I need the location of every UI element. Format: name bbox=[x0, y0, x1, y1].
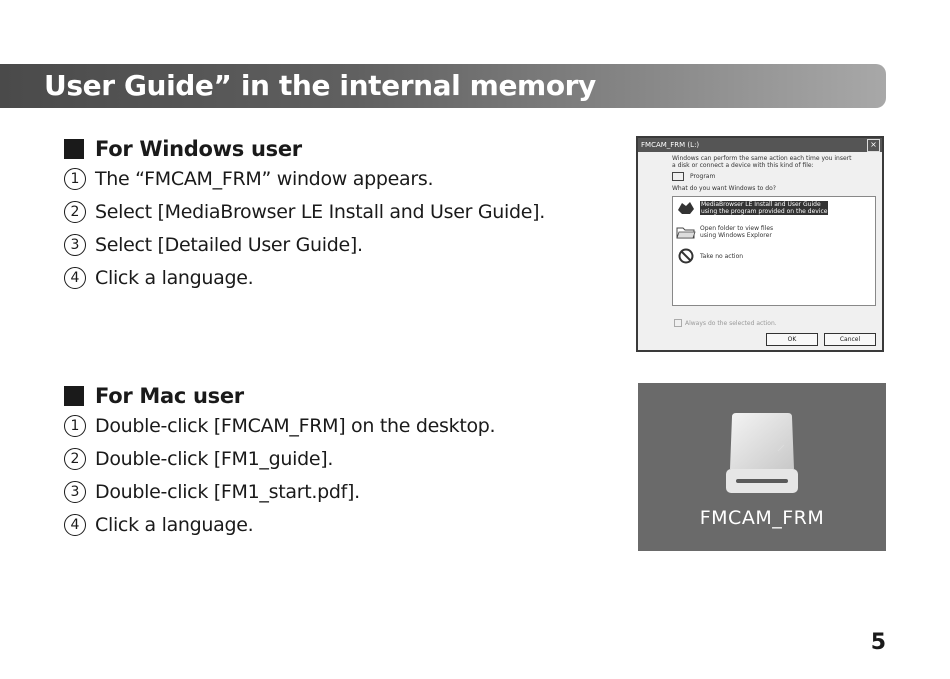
list-item bbox=[64, 162, 545, 195]
dialog-intro-line2: a disk or connect a device with this kind of file: bbox=[672, 162, 814, 169]
close-icon[interactable]: × bbox=[867, 139, 880, 152]
mac-desktop-panel bbox=[638, 383, 886, 551]
square-bullet-icon bbox=[64, 386, 84, 406]
always-label: Always do the selected action. bbox=[685, 319, 777, 327]
list-item bbox=[64, 442, 495, 475]
always-do-checkbox[interactable] bbox=[674, 319, 777, 327]
list-item bbox=[64, 508, 495, 541]
list-item bbox=[64, 195, 545, 228]
step-number: 2 bbox=[64, 448, 86, 470]
section-banner bbox=[0, 64, 886, 108]
windows-heading bbox=[64, 136, 545, 162]
mac-heading-text: For Mac user bbox=[95, 384, 244, 408]
autoplay-dialog bbox=[636, 136, 884, 352]
program-icon bbox=[672, 172, 684, 181]
action-list bbox=[672, 196, 876, 306]
step-text: Double-click [FM1_start.pdf]. bbox=[95, 480, 360, 503]
step-number: 1 bbox=[64, 415, 86, 437]
action-option-mediabrowser[interactable] bbox=[675, 200, 828, 216]
step-number: 2 bbox=[64, 201, 86, 223]
square-bullet-icon bbox=[64, 139, 84, 159]
step-text: Select [Detailed User Guide]. bbox=[95, 233, 363, 256]
windows-section bbox=[64, 136, 545, 294]
option-line1: MediaBrowser LE Install and User Guide bbox=[700, 201, 828, 208]
dialog-intro bbox=[638, 152, 882, 192]
step-number: 3 bbox=[64, 234, 86, 256]
cancel-button[interactable]: Cancel bbox=[824, 333, 876, 346]
list-item bbox=[64, 228, 545, 261]
mac-heading bbox=[64, 383, 495, 409]
mac-section bbox=[64, 383, 495, 541]
list-item bbox=[64, 409, 495, 442]
option-line1: Open folder to view files bbox=[700, 225, 774, 232]
step-number: 1 bbox=[64, 168, 86, 190]
dialog-intro-line1: Windows can perform the same action each time you insert bbox=[672, 155, 852, 162]
step-text: Click a language. bbox=[95, 266, 254, 289]
action-option-no-action[interactable] bbox=[675, 248, 743, 264]
step-text: Double-click [FM1_guide]. bbox=[95, 447, 334, 470]
step-number: 3 bbox=[64, 481, 86, 503]
action-option-open-folder[interactable] bbox=[675, 224, 773, 240]
step-text: Double-click [FMCAM_FRM] on the desktop. bbox=[95, 414, 496, 437]
list-item bbox=[64, 261, 545, 294]
page-number: 5 bbox=[870, 630, 886, 655]
program-label: Program bbox=[690, 173, 716, 180]
step-text: Click a language. bbox=[95, 513, 254, 536]
list-item bbox=[64, 475, 495, 508]
banner-title: User Guide” in the internal memory bbox=[44, 69, 596, 102]
step-number: 4 bbox=[64, 267, 86, 289]
option-line1: Take no action bbox=[700, 252, 744, 260]
step-text: The “FMCAM_FRM” window appears. bbox=[95, 167, 434, 190]
option-line2: using the program provided on the device bbox=[701, 208, 828, 215]
option-line2: using Windows Explorer bbox=[700, 232, 772, 239]
step-number: 4 bbox=[64, 514, 86, 536]
drive-icon[interactable] bbox=[724, 411, 800, 495]
folder-icon bbox=[675, 224, 697, 240]
ok-button[interactable]: OK bbox=[766, 333, 818, 346]
program-row bbox=[672, 172, 876, 181]
dialog-question: What do you want Windows to do? bbox=[672, 185, 776, 192]
no-action-icon bbox=[675, 248, 697, 264]
dialog-titlebar bbox=[638, 138, 882, 152]
mediabrowser-icon bbox=[675, 200, 697, 216]
step-text: Select [MediaBrowser LE Install and User Guide]. bbox=[95, 200, 546, 223]
dialog-title: FMCAM_FRM (L:) bbox=[641, 141, 700, 149]
windows-heading-text: For Windows user bbox=[95, 137, 302, 161]
drive-label[interactable]: FMCAM_FRM bbox=[699, 507, 825, 529]
checkbox-icon[interactable] bbox=[674, 319, 682, 327]
